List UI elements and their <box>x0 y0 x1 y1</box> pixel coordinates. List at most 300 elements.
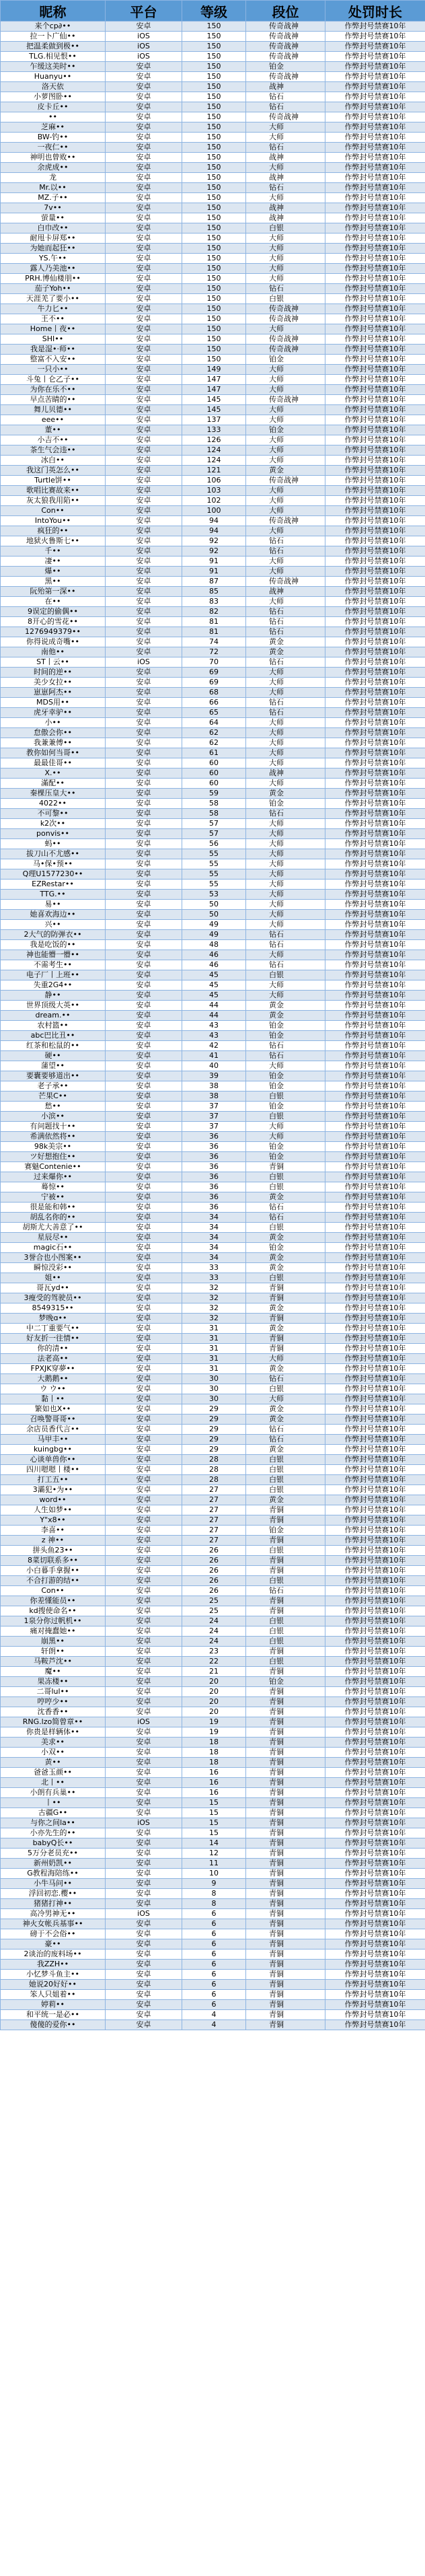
table-row <box>1 1899 425 1909</box>
table-row <box>1 1071 425 1081</box>
platform-cell: 安卓 <box>106 456 182 466</box>
table-row <box>1 143 425 153</box>
penalty-cell: 作弊封号禁赛10年 <box>325 657 425 668</box>
table-row <box>1 1334 425 1344</box>
platform-cell: 安卓 <box>106 1293 182 1303</box>
level-cell: 64 <box>182 718 246 728</box>
platform-cell: 安卓 <box>106 1394 182 1404</box>
table-row <box>1 1707 425 1717</box>
table-row <box>1 122 425 133</box>
table-row <box>1 1192 425 1203</box>
level-cell: 29 <box>182 1404 246 1415</box>
table-row <box>1 133 425 143</box>
platform-cell: 安卓 <box>106 728 182 738</box>
platform-cell: 安卓 <box>106 1021 182 1031</box>
level-cell: 20 <box>182 1677 246 1687</box>
rank-cell: 青铜 <box>246 1960 325 1970</box>
platform-cell: 安卓 <box>106 1949 182 1960</box>
nickname-cell: 人生如梦•• <box>1 1505 106 1515</box>
nickname-cell: 拼头鱼23•• <box>1 1546 106 1556</box>
table-row <box>1 890 425 900</box>
platform-cell: 安卓 <box>106 607 182 617</box>
level-cell: 15 <box>182 1798 246 1808</box>
table-row <box>1 1394 425 1404</box>
level-cell: 150 <box>182 112 246 122</box>
platform-cell: 安卓 <box>106 1435 182 1445</box>
table-row <box>1 82 425 92</box>
platform-cell: 安卓 <box>106 1455 182 1465</box>
rank-cell: 钻石 <box>246 143 325 153</box>
level-cell: 27 <box>182 1485 246 1495</box>
table-row <box>1 1788 425 1798</box>
table-row <box>1 1445 425 1455</box>
platform-cell: 安卓 <box>106 2000 182 2010</box>
table-row <box>1 345 425 355</box>
table-row <box>1 1324 425 1334</box>
nickname-cell: •• <box>1 112 106 122</box>
nickname-cell: Turtle饼•• <box>1 476 106 486</box>
nickname-cell: 不可黎•• <box>1 809 106 819</box>
table-row <box>1 718 425 728</box>
rank-cell: 传奇战神 <box>246 395 325 405</box>
nickname-cell: 沈香香•• <box>1 1707 106 1717</box>
rank-cell: 青铜 <box>246 1859 325 1869</box>
table-row <box>1 395 425 405</box>
level-cell: 23 <box>182 1647 246 1657</box>
table-row <box>1 1465 425 1475</box>
table-row <box>1 970 425 980</box>
rank-cell: 铂金 <box>246 799 325 809</box>
level-cell: 55 <box>182 869 246 880</box>
level-cell: 24 <box>182 1616 246 1626</box>
rank-cell: 大师 <box>246 1122 325 1132</box>
table-row <box>1 2000 425 2010</box>
platform-cell: 安卓 <box>106 1546 182 1556</box>
level-cell: 36 <box>182 1192 246 1203</box>
nickname-cell: 蒲望•• <box>1 1061 106 1071</box>
level-cell: 60 <box>182 779 246 789</box>
level-cell: 30 <box>182 1374 246 1384</box>
table-row <box>1 62 425 72</box>
rank-cell: 黄金 <box>246 1233 325 1243</box>
penalty-cell: 作弊封号禁赛10年 <box>325 1435 425 1445</box>
nickname-cell: 我这门英怎么•• <box>1 466 106 476</box>
platform-cell: 安卓 <box>106 617 182 627</box>
table-row <box>1 1990 425 2000</box>
rank-cell: 传奇战神 <box>246 72 325 82</box>
nickname-cell: 法老高•• <box>1 1354 106 1364</box>
platform-cell: 安卓 <box>106 1647 182 1657</box>
table-row <box>1 1203 425 1213</box>
rank-cell: 黄金 <box>246 1495 325 1505</box>
table-row <box>1 405 425 415</box>
rank-cell: 青铜 <box>246 1849 325 1859</box>
rank-cell: 青铜 <box>246 2000 325 2010</box>
platform-cell: 安卓 <box>106 849 182 859</box>
rank-cell: 黄金 <box>246 647 325 657</box>
nickname-cell: BW-钓•• <box>1 133 106 143</box>
level-cell: 36 <box>182 1172 246 1182</box>
penalty-cell: 作弊封号禁赛10年 <box>325 950 425 960</box>
level-cell: 69 <box>182 668 246 678</box>
table-row <box>1 1889 425 1899</box>
platform-cell: iOS <box>106 52 182 62</box>
rank-cell: 铂金 <box>246 1142 325 1152</box>
penalty-cell: 作弊封号禁赛10年 <box>325 546 425 557</box>
penalty-cell: 作弊封号禁赛10年 <box>325 92 425 102</box>
platform-cell: iOS <box>106 1818 182 1828</box>
platform-cell: 安卓 <box>106 980 182 991</box>
penalty-cell: 作弊封号禁赛10年 <box>325 506 425 516</box>
penalty-cell: 作弊封号禁赛10年 <box>325 647 425 657</box>
platform-cell: 安卓 <box>106 304 182 314</box>
rank-cell: 青铜 <box>246 1536 325 1546</box>
rank-cell: 钻石 <box>246 284 325 294</box>
rank-cell: 白银 <box>246 1112 325 1122</box>
penalty-cell: 作弊封号禁赛10年 <box>325 1748 425 1758</box>
rank-cell: 青铜 <box>246 1758 325 1768</box>
platform-cell: 安卓 <box>106 1071 182 1081</box>
rank-cell: 青铜 <box>246 1788 325 1798</box>
level-cell: 150 <box>182 92 246 102</box>
penalty-cell: 作弊封号禁赛10年 <box>325 1949 425 1960</box>
platform-cell: 安卓 <box>106 62 182 72</box>
rank-cell: 白银 <box>246 1616 325 1626</box>
rank-cell: 青铜 <box>246 1647 325 1657</box>
rank-cell: 大师 <box>246 557 325 567</box>
platform-cell: 安卓 <box>106 1051 182 1061</box>
nickname-cell: 哥瓦yd•• <box>1 1283 106 1293</box>
platform-cell: 安卓 <box>106 1253 182 1263</box>
penalty-cell: 作弊封号禁赛10年 <box>325 395 425 405</box>
penalty-cell: 作弊封号禁赛10年 <box>325 890 425 900</box>
rank-cell: 青铜 <box>246 1919 325 1929</box>
nickname-cell: 98k美宗•• <box>1 1142 106 1152</box>
rank-cell: 钻石 <box>246 1203 325 1213</box>
table-row <box>1 1526 425 1536</box>
rank-cell: 传奇战神 <box>246 42 325 52</box>
level-cell: 37 <box>182 1102 246 1112</box>
rank-cell: 青铜 <box>246 1727 325 1738</box>
nickname-cell: 小双•• <box>1 1748 106 1758</box>
penalty-cell: 作弊封号禁赛10年 <box>325 143 425 153</box>
penalty-cell: 作弊封号禁赛10年 <box>325 1203 425 1213</box>
platform-cell: 安卓 <box>106 324 182 334</box>
level-cell: 29 <box>182 1425 246 1435</box>
table-row <box>1 1475 425 1485</box>
platform-cell: 安卓 <box>106 1677 182 1687</box>
platform-cell: 安卓 <box>106 869 182 880</box>
platform-cell: 安卓 <box>106 82 182 92</box>
table-row <box>1 1283 425 1293</box>
level-cell: 60 <box>182 768 246 779</box>
table-row <box>1 1980 425 1990</box>
penalty-cell: 作弊封号禁赛10年 <box>325 1667 425 1677</box>
level-cell: 29 <box>182 1445 246 1455</box>
nickname-cell: magic石•• <box>1 1243 106 1253</box>
header-platform: 平台 <box>106 1 182 22</box>
platform-cell: 安卓 <box>106 900 182 910</box>
table-row <box>1 1949 425 1960</box>
penalty-cell: 作弊封号禁赛10年 <box>325 829 425 839</box>
table-row <box>1 244 425 254</box>
table-row <box>1 1092 425 1102</box>
nickname-cell: 萤量•• <box>1 213 106 223</box>
nickname-cell: 心谈单兽你•• <box>1 1455 106 1465</box>
penalty-cell: 作弊封号禁赛10年 <box>325 1869 425 1879</box>
table-row <box>1 708 425 718</box>
table-row <box>1 900 425 910</box>
table-row <box>1 496 425 506</box>
table-row <box>1 1122 425 1132</box>
nickname-cell: 白巾改•• <box>1 223 106 234</box>
table-row <box>1 1112 425 1122</box>
level-cell: 150 <box>182 294 246 304</box>
rank-cell: 黄金 <box>246 1303 325 1314</box>
penalty-cell: 作弊封号禁赛10年 <box>325 183 425 193</box>
level-cell: 126 <box>182 435 246 445</box>
table-row <box>1 637 425 647</box>
level-cell: 147 <box>182 385 246 395</box>
platform-cell: 安卓 <box>106 1203 182 1213</box>
table-row <box>1 1364 425 1374</box>
rank-cell: 钻石 <box>246 657 325 668</box>
level-cell: 150 <box>182 153 246 163</box>
penalty-cell: 作弊封号禁赛10年 <box>325 1293 425 1303</box>
penalty-cell: 作弊封号禁赛10年 <box>325 456 425 466</box>
table-row <box>1 1738 425 1748</box>
level-cell: 137 <box>182 415 246 425</box>
nickname-cell: TTG.•• <box>1 890 106 900</box>
nickname-cell: 召唤警哥哥•• <box>1 1415 106 1425</box>
platform-cell: 安卓 <box>106 718 182 728</box>
penalty-cell: 作弊封号禁赛10年 <box>325 688 425 698</box>
level-cell: 34 <box>182 1253 246 1263</box>
penalty-cell: 作弊封号禁赛10年 <box>325 1899 425 1909</box>
header-row <box>1 1 425 22</box>
platform-cell: 安卓 <box>106 1576 182 1586</box>
rank-cell: 青铜 <box>246 1707 325 1717</box>
header-rank: 段位 <box>246 1 325 22</box>
platform-cell: 安卓 <box>106 1404 182 1415</box>
nickname-cell: 8549315•• <box>1 1303 106 1314</box>
rank-cell: 青铜 <box>246 1687 325 1697</box>
nickname-cell: 9误定的偷偶•• <box>1 607 106 617</box>
table-row <box>1 294 425 304</box>
table-row <box>1 960 425 970</box>
platform-cell: 安卓 <box>106 1011 182 1021</box>
platform-cell: 安卓 <box>106 2010 182 2020</box>
table-row <box>1 223 425 234</box>
penalty-cell: 作弊封号禁赛10年 <box>325 607 425 617</box>
rank-cell: 大师 <box>246 435 325 445</box>
platform-cell: 安卓 <box>106 637 182 647</box>
level-cell: 32 <box>182 1293 246 1303</box>
nickname-cell: 虎牙幸驴•• <box>1 708 106 718</box>
platform-cell: 安卓 <box>106 1172 182 1182</box>
platform-cell: 安卓 <box>106 1061 182 1071</box>
rank-cell: 白银 <box>246 1485 325 1495</box>
penalty-cell: 作弊封号禁赛10年 <box>325 2020 425 2030</box>
penalty-cell: 作弊封号禁赛10年 <box>325 365 425 375</box>
rank-cell: 战神 <box>246 153 325 163</box>
table-row <box>1 153 425 163</box>
nickname-cell: 怠傲会你•• <box>1 728 106 738</box>
platform-cell: iOS <box>106 1717 182 1727</box>
rank-cell: 钻石 <box>246 607 325 617</box>
level-cell: 150 <box>182 52 246 62</box>
platform-cell: 安卓 <box>106 1980 182 1990</box>
penalty-cell: 作弊封号禁赛10年 <box>325 980 425 991</box>
penalty-cell: 作弊封号禁赛10年 <box>325 355 425 365</box>
penalty-cell: 作弊封号禁赛10年 <box>325 82 425 92</box>
nickname-cell: 神也能懵一懵•• <box>1 950 106 960</box>
platform-cell: 安卓 <box>106 950 182 960</box>
nickname-cell: 美求•• <box>1 1738 106 1748</box>
rank-cell: 铂金 <box>246 1031 325 1041</box>
table-row <box>1 264 425 274</box>
penalty-cell: 作弊封号禁赛10年 <box>325 819 425 829</box>
level-cell: 6 <box>182 2000 246 2010</box>
penalty-cell: 作弊封号禁赛10年 <box>325 627 425 637</box>
rank-cell: 大师 <box>246 456 325 466</box>
nickname-cell: 董•• <box>1 425 106 435</box>
rank-cell: 大师 <box>246 496 325 506</box>
penalty-cell: 作弊封号禁赛10年 <box>325 234 425 244</box>
penalty-cell: 作弊封号禁赛10年 <box>325 1445 425 1455</box>
table-row <box>1 1253 425 1263</box>
penalty-cell: 作弊封号禁赛10年 <box>325 1697 425 1707</box>
platform-cell: 安卓 <box>106 516 182 526</box>
penalty-cell: 作弊封号禁赛10年 <box>325 203 425 213</box>
table-row <box>1 32 425 42</box>
level-cell: 6 <box>182 1960 246 1970</box>
platform-cell: 安卓 <box>106 1283 182 1293</box>
platform-cell: 安卓 <box>106 1445 182 1455</box>
platform-cell: 安卓 <box>106 557 182 567</box>
level-cell: 36 <box>182 1142 246 1152</box>
table-row <box>1 819 425 829</box>
penalty-cell: 作弊封号禁赛10年 <box>325 1879 425 1889</box>
rank-cell: 白银 <box>246 294 325 304</box>
penalty-cell: 作弊封号禁赛10年 <box>325 789 425 799</box>
level-cell: 150 <box>182 42 246 52</box>
rank-cell: 大师 <box>246 506 325 516</box>
level-cell: 43 <box>182 1031 246 1041</box>
nickname-cell: EZRestar•• <box>1 880 106 890</box>
rank-cell: 青铜 <box>246 1990 325 2000</box>
rank-cell: 黄金 <box>246 1263 325 1273</box>
penalty-cell: 作弊封号禁赛10年 <box>325 193 425 203</box>
level-cell: 4 <box>182 2020 246 2030</box>
table-row <box>1 728 425 738</box>
rank-cell: 青铜 <box>246 1768 325 1778</box>
table-row <box>1 1354 425 1364</box>
level-cell: 66 <box>182 698 246 708</box>
platform-cell: 安卓 <box>106 183 182 193</box>
platform-cell: 安卓 <box>106 314 182 324</box>
nickname-cell: 她说20好好•• <box>1 1980 106 1990</box>
nickname-cell: 她喜欢海边•• <box>1 910 106 920</box>
rank-cell: 青铜 <box>246 1738 325 1748</box>
nickname-cell: Q理U1577230•• <box>1 869 106 880</box>
nickname-cell: 你的清•• <box>1 1344 106 1354</box>
rank-cell: 白银 <box>246 1273 325 1283</box>
table-row <box>1 940 425 950</box>
level-cell: 48 <box>182 940 246 950</box>
table-row <box>1 2020 425 2030</box>
penalty-cell: 作弊封号禁赛10年 <box>325 72 425 82</box>
level-cell: 26 <box>182 1546 246 1556</box>
table-row <box>1 2010 425 2020</box>
level-cell: 25 <box>182 1606 246 1616</box>
penalty-cell: 作弊封号禁赛10年 <box>325 244 425 254</box>
platform-cell: 安卓 <box>106 1707 182 1717</box>
penalty-cell: 作弊封号禁赛10年 <box>325 1980 425 1990</box>
penalty-cell: 作弊封号禁赛10年 <box>325 617 425 627</box>
penalty-cell: 作弊封号禁赛10年 <box>325 748 425 758</box>
table-row <box>1 1637 425 1647</box>
level-cell: 100 <box>182 506 246 516</box>
nickname-cell: 早点苦睛的•• <box>1 395 106 405</box>
level-cell: 55 <box>182 880 246 890</box>
level-cell: 45 <box>182 980 246 991</box>
table-row <box>1 466 425 476</box>
rank-cell: 青铜 <box>246 1505 325 1515</box>
rank-cell: 大师 <box>246 597 325 607</box>
penalty-cell: 作弊封号禁赛10年 <box>325 2010 425 2020</box>
table-row <box>1 456 425 466</box>
rank-cell: 传奇战神 <box>246 32 325 42</box>
rank-cell: 白银 <box>246 1546 325 1556</box>
platform-cell: iOS <box>106 32 182 42</box>
table-row <box>1 92 425 102</box>
nickname-cell: 黄•• <box>1 1758 106 1768</box>
level-cell: 38 <box>182 1081 246 1092</box>
nickname-cell: 有问题找十•• <box>1 1122 106 1132</box>
level-cell: 150 <box>182 122 246 133</box>
platform-cell: 安卓 <box>106 748 182 758</box>
platform-cell: 安卓 <box>106 1788 182 1798</box>
level-cell: 26 <box>182 1556 246 1566</box>
rank-cell: 大师 <box>246 264 325 274</box>
penalty-cell: 作弊封号禁赛10年 <box>325 1112 425 1122</box>
rank-cell: 钻石 <box>246 698 325 708</box>
penalty-cell: 作弊封号禁赛10年 <box>325 1122 425 1132</box>
level-cell: 27 <box>182 1536 246 1546</box>
table-row <box>1 1828 425 1838</box>
table-row <box>1 1546 425 1556</box>
nickname-cell: 歌唱比赛故来•• <box>1 486 106 496</box>
table-row <box>1 1404 425 1415</box>
penalty-cell: 作弊封号禁赛10年 <box>325 1001 425 1011</box>
table-row <box>1 1162 425 1172</box>
nickname-cell: 我是吃饭的•• <box>1 940 106 950</box>
platform-cell: 安卓 <box>106 1768 182 1778</box>
rank-cell: 传奇战神 <box>246 345 325 355</box>
level-cell: 16 <box>182 1778 246 1788</box>
level-cell: 46 <box>182 960 246 970</box>
level-cell: 10 <box>182 1869 246 1879</box>
table-row <box>1 1758 425 1768</box>
platform-cell: 安卓 <box>106 284 182 294</box>
nickname-cell: 神火女帐兵基事•• <box>1 1919 106 1929</box>
rank-cell: 大师 <box>246 122 325 133</box>
platform-cell: 安卓 <box>106 264 182 274</box>
penalty-cell: 作弊封号禁赛10年 <box>325 1415 425 1425</box>
nickname-cell: 李喜•• <box>1 1526 106 1536</box>
rank-cell: 大师 <box>246 728 325 738</box>
